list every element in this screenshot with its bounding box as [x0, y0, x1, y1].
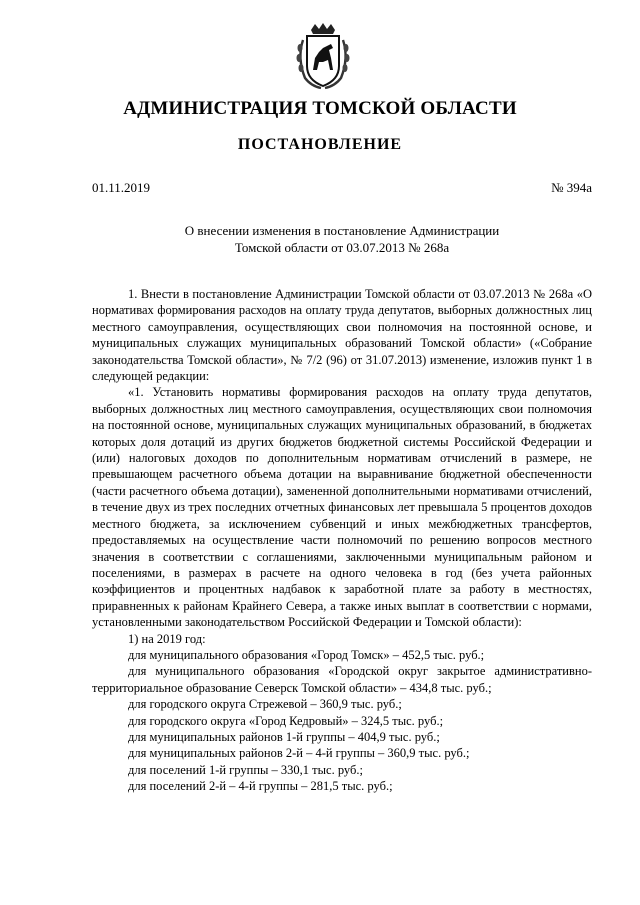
paragraph-1: 1. Внести в постановление Администрации Томской области от 03.07.2013 № 268а «О нормативах формирования расходов на оплату труда депутатов, выборных должностных лиц местного самоуправления, осуществляющих свои полномочия на постоянной основе, и муниципальных служащих муниципальных образований Томской области» («Собрание законодательства Томской области», № 7/2 (96) от 31.07.2013) изменение, изложив пункт 1 в следующей редакции: — [92, 287, 592, 384]
document-number: № 394а — [551, 180, 592, 195]
organization-name: АДМИНИСТРАЦИЯ ТОМСКОЙ ОБЛАСТИ — [123, 98, 517, 119]
list-item: для муниципального образования «Городской округ закрытое административно-территориальное образование Северск Томской области» – 434,8 тыс. руб.; — [92, 664, 592, 695]
list-item: для городского округа Стрежевой – 360,9 тыс. руб.; — [128, 697, 402, 712]
list-item: для муниципальных районов 1-й группы – 404,9 тыс. руб.; — [128, 729, 440, 744]
year-heading: 1) на 2019 год: — [128, 631, 206, 646]
list-item: для поселений 1-й группы – 330,1 тыс. руб.; — [128, 762, 363, 777]
list-item: для поселений 2-й – 4-й группы – 281,5 тыс. руб.; — [128, 779, 393, 794]
document-body — [92, 286, 592, 795]
tomsk-region-coat-of-arms-icon — [293, 22, 353, 90]
list-item: для муниципального образования «Город Томск» – 452,5 тыс. руб.; — [128, 647, 485, 662]
list-item: для муниципальных районов 2-й – 4-й группы – 360,9 тыс. руб.; — [128, 746, 470, 761]
document-type: ПОСТАНОВЛЕНИЕ — [237, 136, 403, 153]
list-item: для городского округа «Город Кедровый» – 324,5 тыс. руб.; — [128, 713, 444, 728]
document-title-line-2: Томской области от 03.07.2013 № 268а — [234, 240, 450, 255]
document-title-line-1: О внесении изменения в постановление Администрации — [184, 223, 500, 238]
document-title — [92, 222, 592, 256]
document-date: 01.11.2019 — [92, 180, 151, 195]
paragraph-2: «1. Установить нормативы формирования расходов на оплату труда депутатов, выборных должностных лиц местного самоуправления, осуществляющих свои полномочия на постоянной основе, муниципальных служащих муниципальных образований, в бюджетах которых доля дотаций из других бюджетов бюджетной системы Российской Федерации и (или) налоговых доходов по дополнительным нормативам отчислений в размере, не превышающем расчетного объема дотации на выравнивание бюджетной обеспеченности (части расчетного объема дотации), замененной дополнительными нормативами отчислений, в течение двух из трех последних отчетных финансовых лет превышала 5 процентов доходов местного бюджета, за исключением субвенций и иных межбюджетных трансфертов, предоставляемых на осуществление части полномочий по решению вопросов местного значения в соответствии с соглашениями, заключенными муниципальным районом и поселениями, в размерах в расчете на одного человека в год (без учета районных коэффициентов и процентных надбавок к заработной плате за работу в местностях, приравненных к районам Крайнего Севера, а также иных выплат в соответствии с нормами, установленными законодательством Российской Федерации и Томской области): — [92, 385, 592, 630]
